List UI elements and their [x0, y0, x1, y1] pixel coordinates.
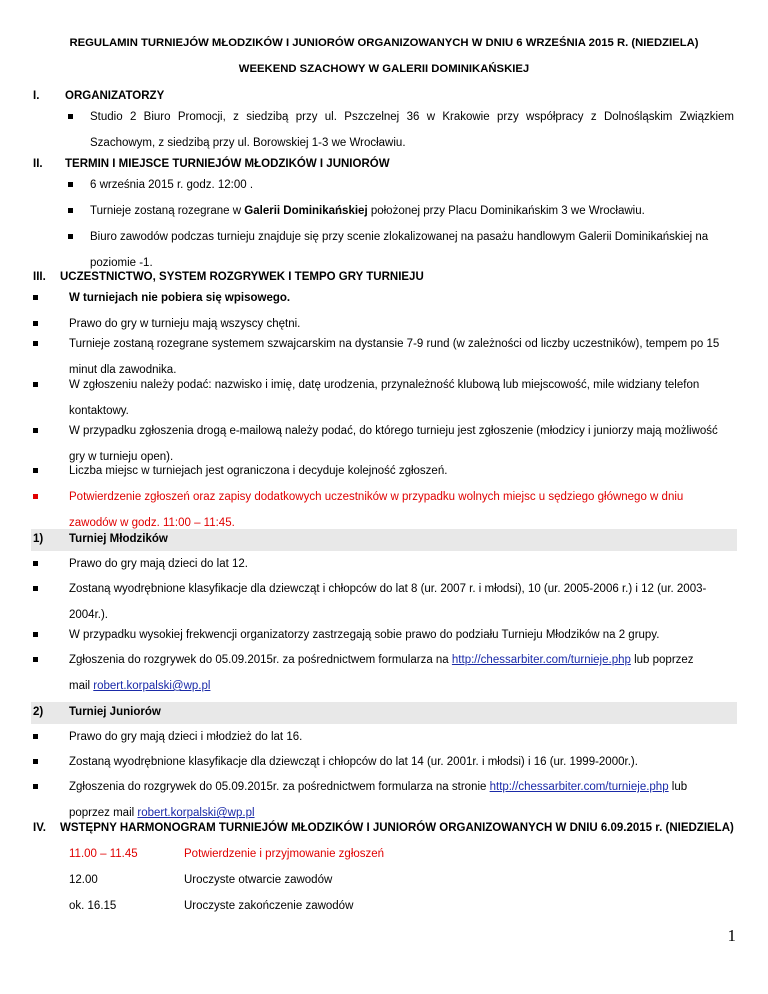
bullet-square-icon — [33, 295, 38, 300]
bullet-square-icon — [33, 784, 38, 789]
bullet-square-icon — [33, 632, 38, 637]
subsection-title: Turniej Juniorów — [69, 706, 161, 718]
section-number: I. — [33, 90, 40, 102]
bullet-square-icon — [68, 114, 73, 119]
bullet-square-icon — [33, 428, 38, 433]
list-item: Studio 2 Biuro Promocji, z siedzibą przy ul. Pszczelnej 36 w Krakowie przy współpracy z Dolnośląskim Związkiem Szachowym, z siedzibą przy ul. Borowskiej 1-3 we Wrocławiu. — [68, 104, 734, 156]
list-item: Zgłoszenia do rozgrywek do 05.09.2015r. za pośrednictwem formularza na http://chessarbiter.com/turnieje.php lub poprzez mail robert.korpalski@wp.pl — [33, 647, 735, 699]
subsection-number: 2) — [33, 706, 44, 718]
section-heading-participation — [33, 271, 424, 283]
section-title: WSTĘPNY HARMONOGRAM TURNIEJÓW MŁODZIKÓW I JUNIORÓW ORGANIZOWANYCH W DNIU 6.09.2015 r. (NIEDZIELA) — [60, 822, 734, 834]
section-title: ORGANIZATORZY — [65, 90, 165, 102]
bullet-square-icon — [68, 234, 73, 239]
chessarbiter-link[interactable]: http://chessarbiter.com/turnieje.php — [489, 781, 669, 793]
section-heading-organizers — [33, 90, 164, 102]
schedule-time: ok. 16.15 — [69, 900, 117, 912]
bullet-square-icon — [33, 561, 38, 566]
list-item-highlighted: Potwierdzenie zgłoszeń oraz zapisy dodatkowych uczestników w przypadku wolnych miejsc u sędziego głównego w dniu zawodów w godz. 11:00 – 11:45. — [33, 484, 735, 536]
email-link[interactable]: robert.korpalski@wp.pl — [137, 807, 255, 819]
section-heading-schedule — [33, 822, 734, 834]
list-item: Prawo do gry w turnieju mają wszyscy chętni. — [33, 311, 735, 337]
schedule-time: 12.00 — [69, 874, 98, 886]
list-item: Zostaną wyodrębnione klasyfikacje dla dziewcząt i chłopców do lat 14 (ur. 2001r. i młodsi) i 16 (ur. 1999-2000r.). — [33, 749, 735, 775]
venue-name: Galerii Dominikańskiej — [244, 205, 368, 217]
bullet-square-icon — [33, 734, 38, 739]
list-item: W turniejach nie pobiera się wpisowego. — [33, 285, 735, 311]
bullet-square-icon — [33, 586, 38, 591]
section-title: TERMIN I MIEJSCE TURNIEJÓW MŁODZIKÓW I JUNIORÓW — [65, 158, 390, 170]
list-item: Turnieje zostaną rozegrane w Galerii Dominikańskiej położonej przy Placu Dominikańskim 3 we Wrocławiu. — [68, 198, 734, 224]
section-heading-date-place — [33, 158, 390, 170]
section-title: UCZESTNICTWO, SYSTEM ROZGRYWEK I TEMPO GRY TURNIEJU — [60, 271, 424, 283]
bullet-square-icon — [33, 657, 38, 662]
bullet-square-icon — [68, 182, 73, 187]
schedule-time: 11.00 – 11.45 — [69, 848, 138, 860]
subsection-heading-juniors — [33, 706, 161, 718]
subsection-heading-youth — [33, 533, 168, 545]
list-item: Biuro zawodów podczas turnieju znajduje się przy scenie zlokalizowanej na pasażu handlowym Galerii Dominikańskiej na poziomie -1. — [68, 224, 734, 276]
list-item: W przypadku zgłoszenia drogą e-mailową należy podać, do którego turnieju jest zgłoszenie (młodzicy i juniorzy mają możliwość gry w turnieju open). — [33, 418, 735, 470]
bullet-square-icon — [33, 759, 38, 764]
email-link[interactable]: robert.korpalski@wp.pl — [93, 680, 211, 692]
subsection-title: Turniej Młodzików — [69, 533, 168, 545]
list-item: Turnieje zostaną rozegrane systemem szwajcarskim na dystansie 7-9 rund (w zależności od liczby uczestników), tempem po 15 minut dla zawodnika. — [33, 331, 735, 383]
bullet-square-icon — [33, 382, 38, 387]
chessarbiter-link[interactable]: http://chessarbiter.com/turnieje.php — [451, 654, 631, 666]
schedule-event: Potwierdzenie i przyjmowanie zgłoszeń — [184, 848, 385, 860]
document-subtitle: WEEKEND SZACHOWY W GALERII DOMINIKAŃSKIEJ — [238, 63, 530, 75]
list-item: Prawo do gry mają dzieci i młodzież do lat 16. — [33, 724, 735, 750]
section-number: II. — [33, 158, 43, 170]
bullet-square-icon — [33, 341, 38, 346]
list-item: Zostaną wyodrębnione klasyfikacje dla dziewcząt i chłopców do lat 8 (ur. 2007 r. i młodsi), 10 (ur. 2005-2006 r.) i 12 (ur. 2003- 2004r.). — [33, 576, 735, 628]
page-number: 1 — [727, 926, 736, 945]
bullet-square-icon — [33, 494, 38, 499]
section-number: III. — [33, 271, 46, 283]
list-item: 6 września 2015 r. godz. 12:00 . — [68, 172, 734, 198]
section-number: IV. — [33, 822, 47, 834]
schedule-event: Uroczyste otwarcie zawodów — [184, 874, 333, 886]
document-title: REGULAMIN TURNIEJÓW MŁODZIKÓW I JUNIORÓW ORGANIZOWANYCH W DNIU 6 WRZEŚNIA 2015 R. (NIEDZIELA) — [69, 37, 699, 49]
bullet-square-icon — [68, 208, 73, 213]
list-item: W zgłoszeniu należy podać: nazwisko i imię, datę urodzenia, przynależność klubową lub miejscowość, mile widziany telefon kontaktowy. — [33, 372, 735, 424]
bullet-square-icon — [33, 321, 38, 326]
bullet-square-icon — [33, 468, 38, 473]
list-item: W przypadku wysokiej frekwencji organizatorzy zastrzegają sobie prawo do podziału Turnieju Młodzików na 2 grupy. — [33, 622, 735, 648]
list-item: Zgłoszenia do rozgrywek do 05.09.2015r. za pośrednictwem formularza na stronie http://chessarbiter.com/turnieje.php lub poprzez mail robert.korpalski@wp.pl — [33, 774, 735, 826]
list-item: Liczba miejsc w turniejach jest ograniczona i decyduje kolejność zgłoszeń. — [33, 458, 735, 484]
subsection-number: 1) — [33, 533, 44, 545]
schedule-event: Uroczyste zakończenie zawodów — [184, 900, 354, 912]
list-item: Prawo do gry mają dzieci do lat 12. — [33, 551, 735, 577]
